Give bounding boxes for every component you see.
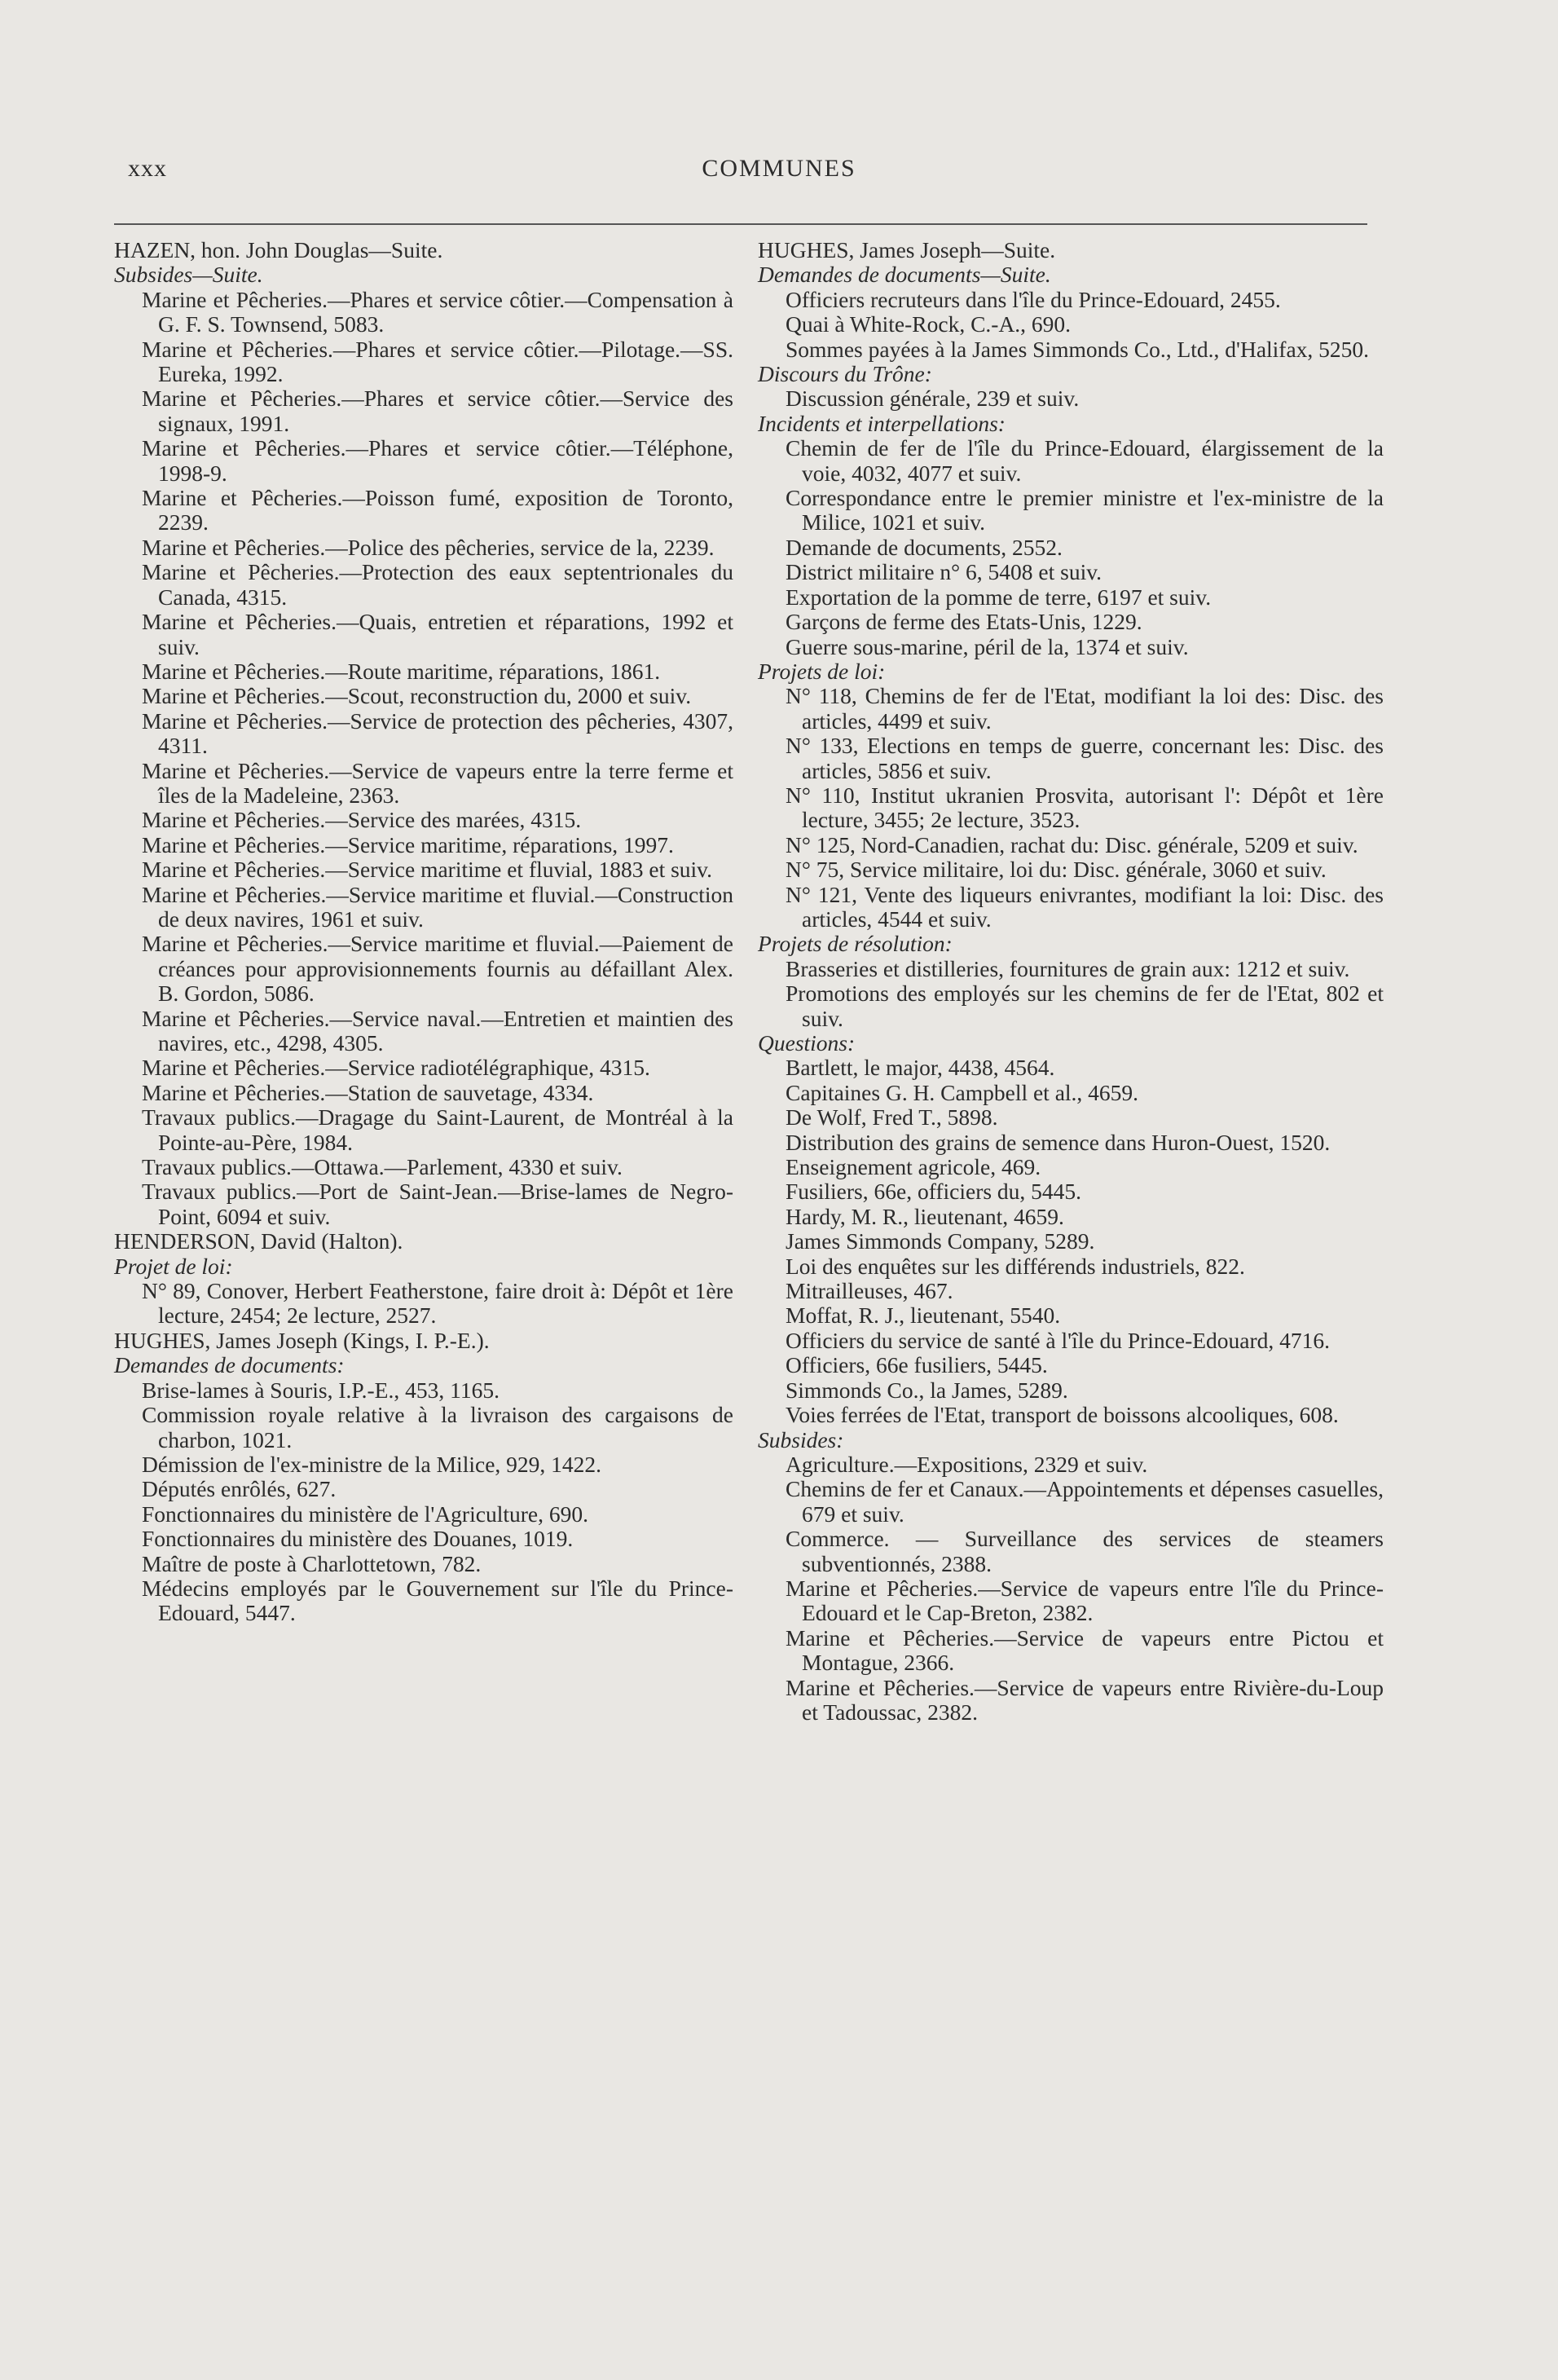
index-entry: District militaire n° 6, 5408 et suiv. [786, 559, 1102, 585]
index-entry: Mitrailleuses, 467. [786, 1278, 953, 1304]
index-entry: N° 89, Conover, Herbert Featherstone, faire droit à: Dépôt et 1ère lecture, 2454; 2e lecture, 2527. [142, 1278, 733, 1329]
left-column [114, 238, 733, 1626]
index-entry: Marine et Pêcheries.—Quais, entretien et réparations, 1992 et suiv. [142, 609, 733, 659]
index-entry: Marine et Pêcheries.—Service de vapeurs entre la terre ferme et îles de la Madeleine, 2363. [142, 757, 733, 808]
index-entry: Bartlett, le major, 4438, 4564. [786, 1055, 1055, 1081]
index-entry: Médecins employés par le Gouvernement sur l'île du Prince-Edouard, 5447. [142, 1575, 733, 1626]
index-subheading: Demandes de documents—Suite. [758, 262, 1051, 288]
index-entry: Officiers du service de santé à l'île du Prince-Edouard, 4716. [786, 1327, 1331, 1353]
index-entry: Marine et Pêcheries.—Phares et service côtier.—Téléphone, 1998-9. [142, 435, 733, 486]
index-heading: HENDERSON, David (Halton). [114, 1228, 403, 1254]
right-column [758, 238, 1384, 1725]
page-number: xxx [128, 155, 167, 182]
index-entry: Marine et Pêcheries.—Service maritime, réparations, 1997. [142, 831, 674, 857]
index-entry: Enseignement agricole, 469. [786, 1154, 1041, 1180]
index-entry: Quai à White-Rock, C.-A., 690. [786, 311, 1072, 337]
index-heading: HAZEN, hon. John Douglas—Suite. [114, 237, 443, 262]
index-entry: Chemins de fer et Canaux.—Appointements et dépenses casuelles, 679 et suiv. [786, 1476, 1384, 1527]
index-entry: Distribution des grains de semence dans Huron-Ouest, 1520. [786, 1129, 1331, 1155]
index-entry: Simmonds Co., la James, 5289. [786, 1377, 1068, 1403]
index-entry: Marine et Pêcheries.—Service de protection des pêcheries, 4307, 4311. [142, 707, 733, 759]
index-subheading: Incidents et interpellations: [758, 410, 1006, 436]
index-entry: Guerre sous-marine, péril de la, 1374 et suiv. [786, 633, 1189, 659]
index-entry: Commission royale relative à la livraison des cargaisons de charbon, 1021. [142, 1402, 733, 1452]
index-entry: Garçons de ferme des Etats-Unis, 1229. [786, 609, 1142, 635]
index-entry: N° 121, Vente des liqueurs enivrantes, modifiant la loi: Disc. des articles, 4544 et suiv. [786, 881, 1384, 932]
index-entry: Marine et Pêcheries.—Service radiotélégraphique, 4315. [142, 1055, 650, 1081]
index-entry: N° 125, Nord-Canadien, rachat du: Disc. générale, 5209 et suiv. [786, 831, 1358, 857]
index-entry: Marine et Pêcheries.—Protection des eaux septentrionales du Canada, 4315. [142, 559, 733, 610]
index-entry: Marine et Pêcheries.—Phares et service côtier.—Service des signaux, 1991. [142, 386, 733, 436]
index-entry: Marine et Pêcheries.—Service de vapeurs entre l'île du Prince-Edouard et le Cap-Breton, 2382. [786, 1575, 1384, 1626]
index-subheading: Projet de loi: [114, 1253, 233, 1279]
index-entry: Marine et Pêcheries.—Service maritime et fluvial.—Paiement de créances pour approvisionnements fournis au défaillant Alex. B. Gordon, 5086. [142, 931, 733, 1007]
index-entry: N° 110, Institut ukranien Prosvita, autorisant l': Dépôt et 1ère lecture, 3455; 2e lecture, 3523. [786, 782, 1384, 833]
index-entry: Sommes payées à la James Simmonds Co., Ltd., d'Halifax, 5250. [786, 336, 1370, 362]
index-entry: Marine et Pêcheries.—Phares et service côtier.—Compensation à G. F. S. Townsend, 5083. [142, 286, 733, 337]
index-subheading: Projets de loi: [758, 658, 886, 684]
index-entry: Demande de documents, 2552. [786, 534, 1063, 560]
index-entry: Marine et Pêcheries.—Phares et service côtier.—Pilotage.—SS. Eureka, 1992. [142, 336, 733, 387]
index-entry: Discussion générale, 239 et suiv. [786, 386, 1080, 412]
index-subheading: Projets de résolution: [758, 931, 953, 957]
index-entry: Correspondance entre le premier ministre et l'ex-ministre de la Milice, 1021 et suiv. [786, 485, 1384, 536]
index-entry: Marine et Pêcheries.—Scout, reconstruction du, 2000 et suiv. [142, 683, 692, 709]
index-entry: Chemin de fer de l'île du Prince-Edouard, élargissement de la voie, 4032, 4077 et suiv. [786, 435, 1384, 486]
index-entry: Maître de poste à Charlottetown, 782. [142, 1550, 482, 1576]
index-entry: Marine et Pêcheries.—Service de vapeurs entre Pictou et Montague, 2366. [786, 1624, 1384, 1676]
index-entry: Fonctionnaires du ministère des Douanes, 1019. [142, 1526, 574, 1552]
index-entry: Exportation de la pomme de terre, 6197 et suiv. [786, 584, 1212, 610]
index-entry: Marine et Pêcheries.—Poisson fumé, exposition de Toronto, 2239. [142, 485, 733, 536]
index-entry: Marine et Pêcheries.—Police des pêcheries, service de la, 2239. [142, 534, 715, 560]
index-entry: Fusiliers, 66e, officiers du, 5445. [786, 1179, 1082, 1205]
index-subheading: Questions: [758, 1030, 856, 1056]
index-subheading: Discours du Trône: [758, 361, 932, 387]
index-entry: Brasseries et distilleries, fournitures de grain aux: 1212 et suiv. [786, 955, 1350, 981]
index-entry: Députés enrôlés, 627. [142, 1476, 337, 1502]
index-entry: Travaux publics.—Dragage du Saint-Laurent, de Montréal à la Pointe-au-Père, 1984. [142, 1104, 733, 1155]
index-entry: N° 75, Service militaire, loi du: Disc. générale, 3060 et suiv. [786, 857, 1327, 883]
index-entry: Marine et Pêcheries.—Station de sauvetage, 4334. [142, 1079, 594, 1105]
index-entry: Marine et Pêcheries.—Route maritime, réparations, 1861. [142, 658, 661, 684]
index-entry: N° 118, Chemins de fer de l'Etat, modifiant la loi des: Disc. des articles, 4499 et suiv. [786, 683, 1384, 734]
index-subheading: Demandes de documents: [114, 1352, 345, 1378]
index-heading: HUGHES, James Joseph (Kings, I. P.-E.). [114, 1327, 490, 1353]
index-entry: Capitaines G. H. Campbell et al., 4659. [786, 1079, 1139, 1105]
running-head: COMMUNES [702, 155, 856, 182]
index-entry: James Simmonds Company, 5289. [786, 1228, 1095, 1254]
index-entry: Marine et Pêcheries.—Service des marées, 4315. [142, 807, 582, 833]
index-entry: Moffat, R. J., lieutenant, 5540. [786, 1302, 1061, 1329]
index-subheading: Subsides: [758, 1426, 844, 1452]
index-subheading: Subsides—Suite. [114, 262, 263, 288]
index-entry: Travaux publics.—Ottawa.—Parlement, 4330 et suiv. [142, 1154, 623, 1180]
index-entry: Marine et Pêcheries.—Service de vapeurs entre Rivière-du-Loup et Tadoussac, 2382. [786, 1674, 1384, 1725]
index-entry: Commerce. — Surveillance des services de steamers subventionnés, 2388. [786, 1526, 1384, 1576]
index-entry: Voies ferrées de l'Etat, transport de boissons alcooliques, 608. [786, 1402, 1339, 1428]
index-entry: Hardy, M. R., lieutenant, 4659. [786, 1203, 1064, 1229]
index-entry: Loi des enquêtes sur les différends industriels, 822. [786, 1253, 1245, 1279]
index-entry: Travaux publics.—Port de Saint-Jean.—Brise-lames de Negro-Point, 6094 et suiv. [142, 1179, 733, 1229]
index-entry: Officiers recruteurs dans l'île du Prince-Edouard, 2455. [786, 286, 1281, 312]
index-entry: Officiers, 66e fusiliers, 5445. [786, 1352, 1048, 1378]
index-entry: Agriculture.—Expositions, 2329 et suiv. [786, 1451, 1148, 1477]
index-entry: Marine et Pêcheries.—Service maritime et fluvial.—Construction de deux navires, 1961 et suiv. [142, 881, 733, 932]
header-rule [114, 223, 1367, 225]
index-entry: De Wolf, Fred T., 5898. [786, 1104, 998, 1130]
index-entry: Démission de l'ex-ministre de la Milice, 929, 1422. [142, 1451, 602, 1477]
index-entry: N° 133, Elections en temps de guerre, concernant les: Disc. des articles, 5856 et suiv. [786, 733, 1384, 783]
index-entry: Brise-lames à Souris, I.P.-E., 453, 1165. [142, 1377, 500, 1403]
index-heading: HUGHES, James Joseph—Suite. [758, 237, 1056, 262]
index-entry: Promotions des employés sur les chemins de fer de l'Etat, 802 et suiv. [786, 981, 1384, 1031]
index-entry: Marine et Pêcheries.—Service maritime et fluvial, 1883 et suiv. [142, 857, 713, 883]
index-entry: Fonctionnaires du ministère de l'Agriculture, 690. [142, 1501, 588, 1527]
index-entry: Marine et Pêcheries.—Service naval.—Entretien et maintien des navires, etc., 4298, 4305. [142, 1005, 733, 1056]
